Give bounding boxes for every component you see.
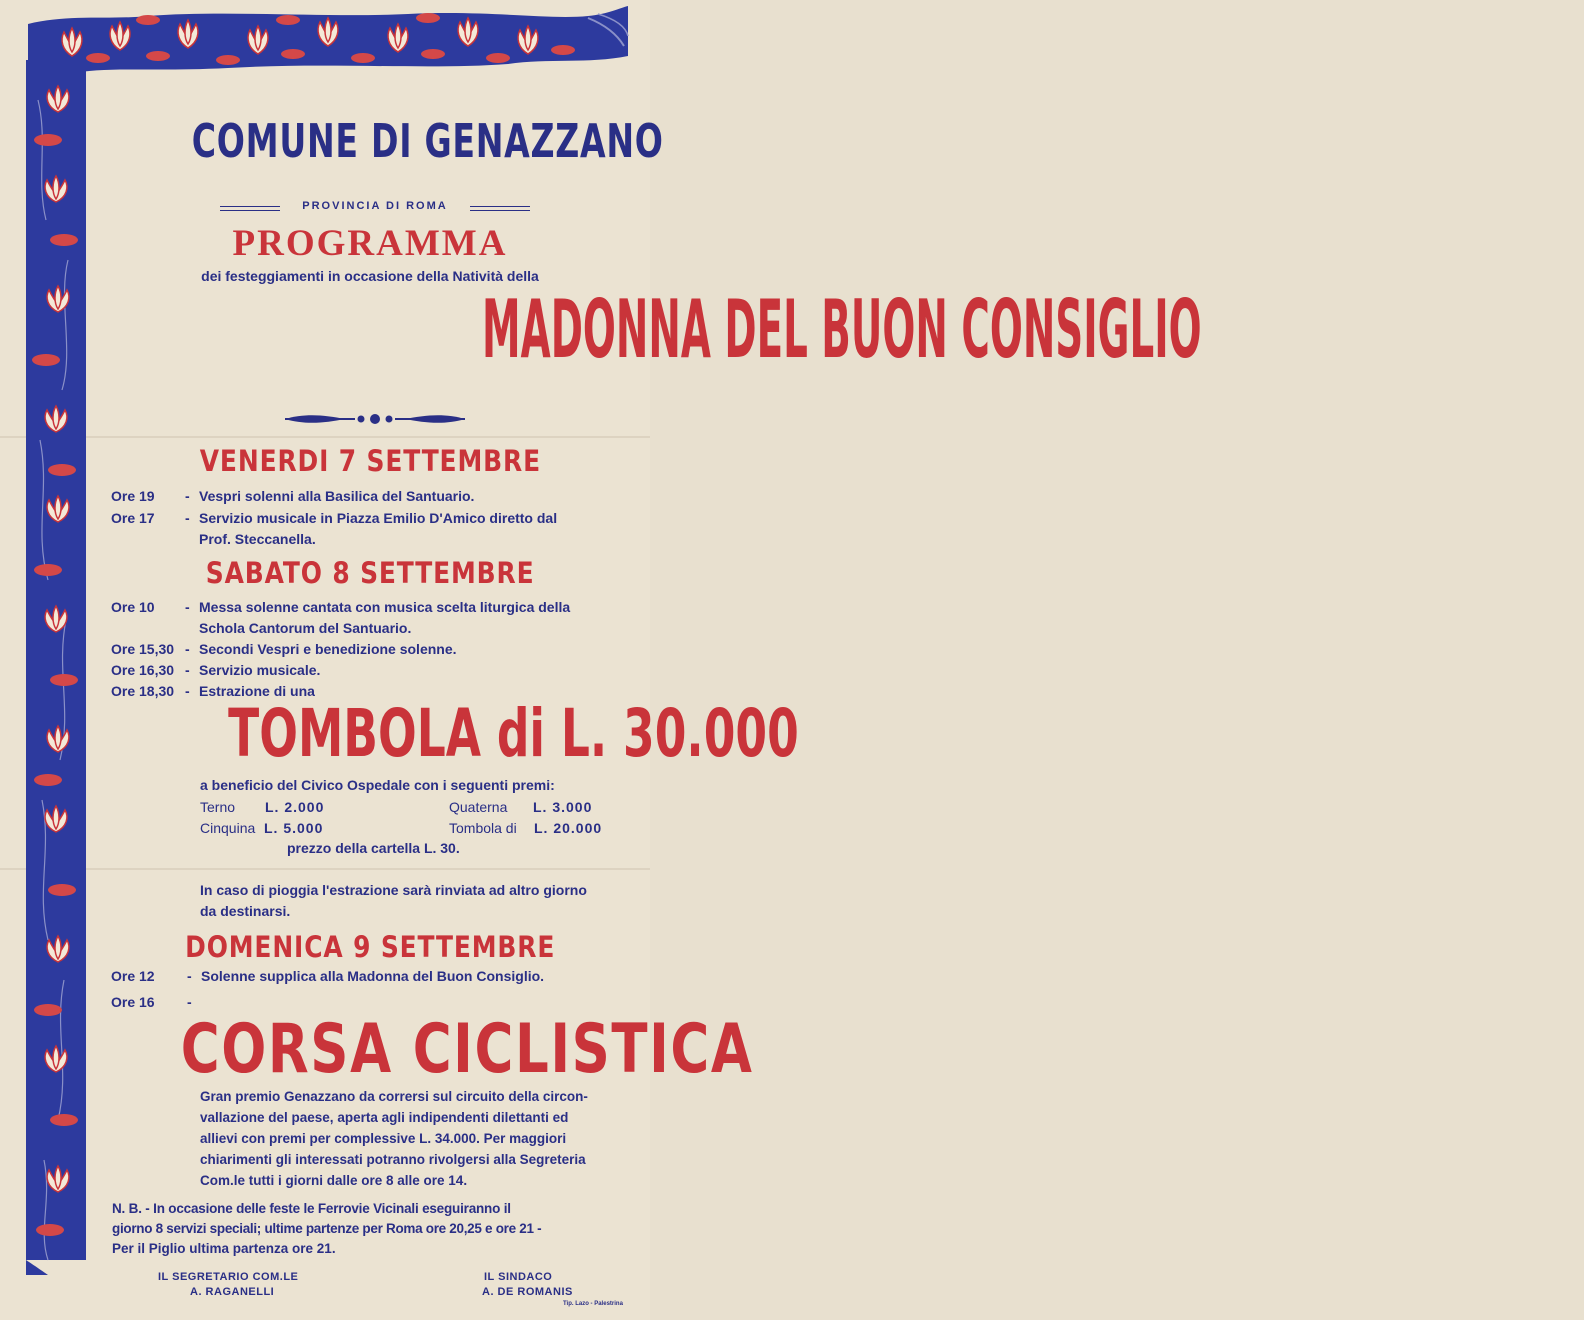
event-text: Estrazione di una xyxy=(199,683,315,699)
event-text: Messa solenne cantata con musica scelta liturgica della xyxy=(199,599,571,615)
prize-value: L. 2.000 xyxy=(265,799,325,815)
prize-label: Terno xyxy=(200,799,236,815)
event-text: Solenne supplica alla Madonna del Buon Consiglio. xyxy=(201,968,545,984)
friday-heading: VENERDI 7 SETTEMBRE xyxy=(199,444,541,478)
corsa-line: allievi con premi per complessive L. 34.000. Per maggiori xyxy=(200,1131,567,1146)
subtitle: dei festeggiamenti in occasione della Natività della xyxy=(201,268,539,284)
tombola-title: TOMBOLA di L. 30.000 xyxy=(228,695,799,772)
beneficio-text: a beneficio del Civico Ospedale con i seguenti premi: xyxy=(200,777,555,793)
dash: - xyxy=(185,599,190,615)
event-time: Ore 12 xyxy=(111,968,155,984)
dash: - xyxy=(185,488,190,504)
event-text-cont: Schola Cantorum del Santuario. xyxy=(199,620,412,636)
corsa-line: Com.le tutti i giorni dalle ore 8 alle ore 14. xyxy=(200,1173,468,1188)
nb-line: Per il Piglio ultima partenza ore 21. xyxy=(112,1241,336,1256)
nb-line: giorno 8 servizi speciali; ultime partenze per Roma ore 20,25 e ore 21 - xyxy=(112,1221,542,1236)
event-text: Vespri solenni alla Basilica del Santuario. xyxy=(199,488,475,504)
prize-label: Tombola di xyxy=(449,820,517,836)
prize-value: L. 5.000 xyxy=(264,820,324,836)
event-text: Servizio musicale in Piazza Emilio D'Amico diretto dal xyxy=(199,510,558,526)
segretario-title: IL SEGRETARIO COM.LE xyxy=(158,1271,299,1283)
event-time: Ore 18,30 xyxy=(111,683,175,699)
corsa-line: Gran premio Genazzano da corrersi sul circuito della circon- xyxy=(200,1089,588,1104)
event-text: Servizio musicale. xyxy=(199,662,321,678)
segretario-name: A. RAGANELLI xyxy=(190,1286,275,1298)
corsa-line: vallazione del paese, aperta agli indipendenti dilettanti ed xyxy=(200,1110,569,1125)
event-text: Secondi Vespri e benedizione solenne. xyxy=(199,641,457,657)
nb-line: N. B. - In occasione delle feste le Ferrovie Vicinali eseguiranno il xyxy=(112,1201,511,1216)
typographer-credit: Tip. Lazo - Palestrina xyxy=(563,1301,623,1307)
dash: - xyxy=(185,641,190,657)
pioggia-text: da destinarsi. xyxy=(200,903,291,919)
corsa-line: chiarimenti gli interessati potranno rivolgersi alla Segreteria xyxy=(200,1152,586,1167)
prize-value: L. 3.000 xyxy=(533,799,593,815)
lily-border-top xyxy=(28,6,628,90)
pioggia-text: In caso di pioggia l'estrazione sarà rinviata ad altro giorno xyxy=(200,882,587,898)
lily-border-left xyxy=(18,60,92,1275)
fold-crease xyxy=(0,868,650,870)
event-time: Ore 15,30 xyxy=(111,641,175,657)
dash: - xyxy=(185,662,190,678)
commune-title: COMUNE DI GENAZZANO xyxy=(191,114,664,168)
prize-label: Cinquina xyxy=(200,820,256,836)
sindaco-name: A. DE ROMANIS xyxy=(482,1286,573,1298)
sindaco-title: IL SINDACO xyxy=(484,1271,553,1283)
ornament-divider xyxy=(285,407,465,431)
prize-value: L. 20.000 xyxy=(534,820,603,836)
provincia-label: PROVINCIA DI ROMA xyxy=(302,200,448,212)
programma-title: PROGRAMMA xyxy=(232,223,508,264)
madonna-title: MADONNA DEL BUON CONSIGLIO xyxy=(482,283,1202,376)
dash: - xyxy=(187,968,192,984)
event-time: Ore 10 xyxy=(111,599,155,615)
dash: - xyxy=(187,994,192,1010)
event-time: Ore 16 xyxy=(111,994,155,1010)
corsa-title: CORSA CICLISTICA xyxy=(180,1010,754,1089)
event-time: Ore 17 xyxy=(111,510,155,526)
fold-crease xyxy=(0,436,650,438)
event-time: Ore 16,30 xyxy=(111,662,175,678)
dash: - xyxy=(185,683,190,699)
sunday-heading: DOMENICA 9 SETTEMBRE xyxy=(184,930,556,964)
saturday-heading: SABATO 8 SETTEMBRE xyxy=(205,556,535,590)
prize-label: Quaterna xyxy=(449,799,508,815)
event-text-cont: Prof. Steccanella. xyxy=(199,531,316,547)
event-time: Ore 19 xyxy=(111,488,155,504)
dash: - xyxy=(185,510,190,526)
prezzo-text: prezzo della cartella L. 30. xyxy=(287,840,460,856)
